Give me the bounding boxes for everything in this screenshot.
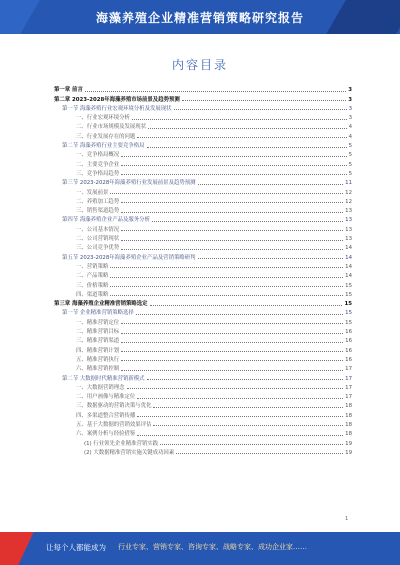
toc-entry[interactable]	[54, 354, 352, 363]
toc-entry-page: 14	[345, 273, 352, 280]
toc-entry-label: 三、行业发展存在的问题	[76, 133, 136, 140]
toc-entry-page: 4	[348, 133, 352, 140]
toc-entry-page: 14	[345, 254, 352, 261]
toc-entry-page: 5	[348, 152, 352, 159]
toc-entry[interactable]	[54, 326, 352, 335]
toc-entry[interactable]	[54, 437, 352, 446]
toc-leader-dots	[121, 360, 343, 361]
toc-heading: 内容目录	[171, 58, 228, 72]
toc-entry-page: 16	[345, 329, 352, 336]
toc-entry-label: 二、精准营销目标	[76, 329, 120, 336]
toc-leader-dots	[121, 230, 343, 231]
toc-entry-label: 一、竞争格局概况	[76, 152, 120, 159]
toc-leader-dots	[137, 416, 343, 417]
table-of-contents	[54, 84, 352, 456]
toc-entry-label: 一、精准营销定位	[76, 319, 120, 326]
toc-entry[interactable]	[54, 177, 352, 186]
toc-entry-page: 18	[345, 431, 352, 438]
toc-entry-label: 第三章 海藻养殖企业精准营销策略选定	[54, 301, 148, 308]
toc-leader-dots	[110, 295, 343, 296]
toc-leader-dots	[110, 286, 343, 287]
toc-entry[interactable]	[54, 409, 352, 418]
toc-entry-page: 16	[345, 356, 352, 363]
toc-entry-page: 19	[345, 449, 352, 456]
toc-entry[interactable]	[54, 84, 352, 93]
toc-entry-label: 三、竞争格局趋势	[76, 170, 120, 177]
toc-entry-page: 4	[348, 124, 352, 131]
toc-entry-label: 二、养殖加工趋势	[76, 198, 120, 205]
toc-entry-label: 二、产品策略	[76, 273, 109, 280]
toc-entry-label: 三、公司竞争优势	[76, 245, 120, 252]
toc-entry[interactable]	[54, 391, 352, 400]
toc-entry-label: 第四节 海藻养殖企业产品及服务分析	[62, 217, 150, 224]
toc-entry-page: 5	[348, 170, 352, 177]
footer-roles: 行业专家、营销专家、咨询专家、战略专家、成功企业家……	[118, 543, 307, 551]
toc-entry-label: 第二节 海藻养殖行业主要竞争格局	[62, 143, 145, 150]
toc-leader-dots	[121, 165, 346, 166]
toc-entry-label: 一、公司基本情况	[76, 226, 120, 233]
toc-entry-page: 19	[345, 440, 352, 447]
toc-leader-dots	[121, 174, 346, 175]
toc-entry-label: 二、主要竞争企业	[76, 161, 120, 168]
toc-entry-page: 11	[345, 180, 352, 187]
toc-entry-label: 二、用户画像与精准定位	[76, 394, 136, 401]
toc-entry-page: 18	[345, 403, 352, 410]
toc-entry[interactable]	[54, 103, 352, 112]
toc-entry-label: 一、营销策略	[76, 263, 109, 270]
report-title: 海藻养殖企业精准营销策略研究报告	[95, 11, 304, 25]
toc-entry-label: 第五节 2023-2028年海藻养殖企业产品及营销策略研判	[62, 254, 196, 261]
toc-leader-dots	[152, 221, 343, 222]
toc-entry[interactable]	[54, 289, 352, 298]
toc-entry[interactable]	[54, 205, 352, 214]
toc-entry-page: 14	[345, 245, 352, 252]
toc-entry-label: 二、公司营销现状	[76, 236, 120, 243]
toc-entry[interactable]	[54, 335, 352, 344]
toc-entry-page: 17	[345, 375, 352, 382]
toc-entry[interactable]	[54, 214, 352, 223]
toc-leader-dots	[121, 249, 343, 250]
toc-entry[interactable]	[54, 223, 352, 232]
toc-entry[interactable]	[54, 233, 352, 242]
toc-entry-page: 13	[345, 217, 352, 224]
toc-entry-page: 3	[348, 96, 352, 103]
toc-entry[interactable]	[54, 428, 352, 437]
footer-banner	[0, 532, 400, 565]
toc-entry[interactable]	[54, 307, 352, 316]
toc-entry-page: 17	[345, 366, 352, 373]
toc-entry[interactable]	[54, 168, 352, 177]
page-number: 1	[345, 516, 349, 522]
toc-leader-dots	[127, 388, 344, 389]
toc-leader-dots	[110, 267, 343, 268]
toc-entry-label: 第一节 企业精准营销策略选择	[62, 310, 134, 317]
toc-entry-label: 三、销售渠道趋势	[76, 208, 120, 215]
toc-entry[interactable]	[54, 400, 352, 409]
toc-entry-page: 15	[344, 301, 352, 308]
header-banner	[0, 0, 400, 34]
toc-leader-dots	[121, 212, 343, 213]
toc-leader-dots	[132, 119, 347, 120]
toc-entry-page: 16	[345, 338, 352, 345]
toc-entry[interactable]	[54, 419, 352, 428]
toc-entry-label: 第二章 2023-2028年海藻养殖市场前景及趋势预测	[54, 96, 180, 103]
toc-entry-label: 三、价格策略	[76, 282, 109, 289]
toc-entry[interactable]	[54, 196, 352, 205]
toc-entry-label: 一、大数据营销理念	[76, 384, 125, 391]
toc-entry[interactable]	[54, 316, 352, 325]
toc-leader-dots	[153, 425, 343, 426]
toc-leader-dots	[150, 305, 343, 306]
toc-entry[interactable]	[54, 242, 352, 251]
toc-entry-label: 四、精准营销计划	[76, 347, 120, 354]
toc-entry-page: 3	[348, 115, 352, 122]
toc-entry[interactable]	[54, 279, 352, 288]
toc-entry[interactable]	[54, 251, 352, 260]
toc-entry-page: 5	[348, 143, 352, 150]
toc-entry-label: 第一章 前言	[54, 87, 83, 94]
toc-entry[interactable]	[54, 344, 352, 353]
toc-entry-label: (1) 行业领先企业精准营销实践	[84, 440, 159, 447]
toc-entry-page: 3	[348, 87, 352, 94]
toc-entry-page: 13	[345, 236, 352, 243]
toc-entry-page: 13	[345, 226, 352, 233]
toc-entry[interactable]	[54, 149, 352, 158]
toc-entry-page: 14	[345, 263, 352, 270]
toc-leader-dots	[198, 258, 344, 259]
toc-entry-page: 15	[345, 319, 352, 326]
toc-leader-dots	[147, 147, 347, 148]
toc-leader-dots	[174, 109, 347, 110]
toc-entry-page: 12	[345, 189, 352, 196]
toc-entry-label: 二、行业市场规模及发展现状	[76, 124, 147, 131]
toc-entry[interactable]	[54, 93, 352, 102]
toc-leader-dots	[121, 370, 343, 371]
toc-leader-dots	[121, 202, 343, 203]
toc-leader-dots	[121, 333, 343, 334]
toc-leader-dots	[137, 435, 343, 436]
toc-entry-label: 六、精准营销控制	[76, 366, 120, 373]
toc-entry-label: 一、行业宏观环境分析	[76, 115, 130, 122]
toc-entry[interactable]	[54, 121, 352, 130]
footer-tagline: 让每个人都能成为	[46, 543, 106, 552]
toc-entry[interactable]	[54, 382, 352, 391]
toc-entry-page: 17	[345, 384, 352, 391]
toc-entry-label: 三、数据驱动的营销决策与优化	[76, 403, 152, 410]
toc-leader-dots	[153, 407, 343, 408]
toc-leader-dots	[136, 314, 343, 315]
toc-leader-dots	[121, 351, 343, 352]
toc-entry-page: 15	[345, 310, 352, 317]
toc-leader-dots	[137, 137, 346, 138]
toc-entry-label: 六、案例分析与经验借鉴	[76, 431, 136, 438]
toc-entry-label: (2) 大数据精准营销实施关键成功因素	[84, 449, 175, 456]
toc-leader-dots	[110, 277, 343, 278]
toc-leader-dots	[121, 323, 343, 324]
toc-entry[interactable]	[54, 112, 352, 121]
toc-entry[interactable]	[54, 372, 352, 381]
toc-leader-dots	[198, 184, 344, 185]
toc-entry-page: 18	[345, 421, 352, 428]
toc-entry-label: 一、发展前景	[76, 189, 109, 196]
toc-leader-dots	[121, 156, 346, 157]
toc-entry[interactable]	[54, 186, 352, 195]
toc-leader-dots	[160, 444, 343, 445]
toc-leader-dots	[147, 379, 344, 380]
toc-leader-dots	[121, 342, 343, 343]
toc-entry[interactable]	[54, 140, 352, 149]
toc-leader-dots	[148, 128, 346, 129]
toc-leader-dots	[182, 100, 346, 101]
toc-entry-label: 四、渠道策略	[76, 291, 109, 298]
footer-red-accent	[0, 532, 34, 565]
toc-entry-label: 五、精准营销执行	[76, 356, 120, 363]
toc-entry[interactable]	[54, 261, 352, 270]
toc-entry-page: 17	[345, 394, 352, 401]
toc-entry-label: 三、精准营销渠道	[76, 338, 120, 345]
toc-entry-page: 15	[345, 282, 352, 289]
toc-entry-label: 第三节 2023-2028年海藻养殖行业发展前景及趋势预测	[62, 180, 196, 187]
toc-leader-dots	[110, 193, 343, 194]
toc-leader-dots	[176, 453, 343, 454]
toc-entry[interactable]	[54, 363, 352, 372]
toc-entry[interactable]	[54, 447, 352, 456]
toc-leader-dots	[121, 240, 343, 241]
toc-entry[interactable]	[54, 298, 352, 307]
toc-entry-page: 13	[345, 208, 352, 215]
toc-entry[interactable]	[54, 158, 352, 167]
toc-entry-label: 四、多渠道整合营销传播	[76, 412, 136, 419]
toc-entry-page: 3	[348, 105, 352, 112]
toc-entry-page: 5	[348, 161, 352, 168]
toc-entry-label: 第二节 大数据时代精准营销新模式	[62, 375, 145, 382]
toc-entry-label: 第一节 海藻养殖行业宏观环境分析及发展现状	[62, 105, 172, 112]
toc-entry-page: 15	[345, 291, 352, 298]
toc-entry-page: 16	[345, 347, 352, 354]
toc-entry[interactable]	[54, 270, 352, 279]
toc-entry-label: 五、基于大数据的营销效果评估	[76, 421, 152, 428]
toc-entry-page: 12	[345, 198, 352, 205]
toc-entry[interactable]	[54, 130, 352, 139]
toc-leader-dots	[137, 398, 343, 399]
toc-entry-page: 18	[345, 412, 352, 419]
toc-leader-dots	[85, 91, 346, 92]
